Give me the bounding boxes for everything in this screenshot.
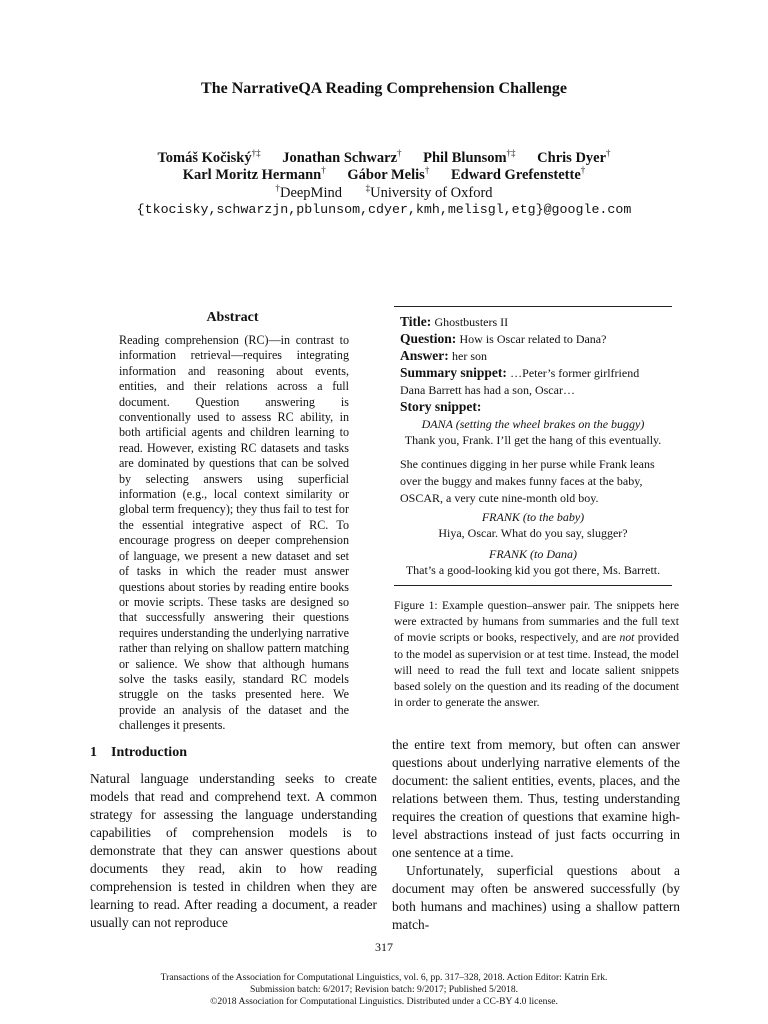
abstract-heading: Abstract <box>206 310 259 325</box>
abstract-text: Reading comprehension (RC)—in contrast to information retrieval—requires integrating information and reasoning about events, entities, and their relations across a full document. Question answering is conventionally used to assess RC ability, in both artificial agents and children learning to read. However, existing RC datasets and tasks are dominated by questions that can be solved by selecting answers using superficial information (e.g., local context similarity or global term frequency); they thus fail to test for the essential integrative aspect of RC. To encourage progress on deeper comprehension of language, we present a new dataset and set of tasks in which the reader must answer questions about stories by reading entire books or movie scripts. These tasks are designed so that successfully answering their questions requires understanding the underlying narrative rather than relying on shallow pattern matching or salience. We show that although humans solve the tasks easily, standard RC models struggle on the tasks presented here. We provide an analysis of the dataset and the challenges it presents. <box>119 333 349 733</box>
figure-story-label: Story snippet: <box>400 399 482 414</box>
introduction-text-left: Natural language understanding seeks to create models that read and comprehend text. A common strategy for assessing the language understanding capabilities of comprehension models is to demonstrate that they can answer questions about documents they read, akin to how reading comprehension is tested in children when they are learning to read. After reading a document, a reader usually can not reproduce <box>90 771 377 930</box>
author-emails: {tkocisky,schwarzjn,pblunsom,cdyer,kmh,melisgl,etg}@google.com <box>136 202 632 217</box>
author: Karl Moritz Hermann† <box>182 165 326 183</box>
footer-line: Transactions of the Association for Computational Linguistics, vol. 6, pp. 317–328, 2018. Action Editor: Katrin Erk. <box>160 972 608 983</box>
figure-answer-line: Answer: her son <box>400 348 487 363</box>
footer-line: ©2018 Association for Computational Linguistics. Distributed under a CC-BY 4.0 license. <box>210 996 558 1007</box>
author: Phil Blunsom†‡ <box>423 148 516 166</box>
figure-title-line: Title: Ghostbusters II <box>400 314 509 329</box>
section-title: Introduction <box>111 745 187 760</box>
page-number: 317 <box>375 940 393 954</box>
paragraph: Unfortunately, superficial questions about a document may often be answered successfully (by both humans and machines) using a shallow pattern match- <box>392 863 680 932</box>
footer-line: Submission batch: 6/2017; Revision batch: 9/2017; Published 5/2018. <box>249 984 519 995</box>
author: Gábor Melis† <box>347 165 430 183</box>
author: Jonathan Schwarz† <box>282 148 402 166</box>
author: Tomáš Kočiský†‡ <box>157 148 261 166</box>
affiliations <box>0 183 768 202</box>
dialogue-speaker: FRANK (to the baby) <box>481 510 585 524</box>
author-line-2 <box>0 165 768 184</box>
section-heading-introduction <box>90 745 187 761</box>
figure-summary-line-2: Dana Barrett has had a son, Oscar… <box>400 383 575 397</box>
affiliation: †DeepMind <box>275 183 342 201</box>
figure-summary-line: Summary snippet: …Peter’s former girlfriend <box>400 365 640 380</box>
figure-caption: Figure 1: Example question–answer pair. The snippets here were extracted by humans from summaries and the full text of movie scripts or books, respectively, and are not provided to the model as supervision or at test time. Instead, the model will need to read the full text and locate salient snippets based solely on the question and its reading of the document in order to generate the answer. <box>394 599 679 710</box>
figure-question-line: Question: How is Oscar related to Dana? <box>400 331 607 346</box>
dialogue-speaker: FRANK (to Dana) <box>489 547 577 561</box>
dialogue-line: Hiya, Oscar. What do you say, slugger? <box>438 526 628 540</box>
section-number: 1 <box>90 745 97 760</box>
paper-title: The NarrativeQA Reading Comprehension Challenge <box>201 80 567 97</box>
dialogue-narration: She continues digging in her purse while Frank leans over the buggy and makes funny faces at the baby, OSCAR, a very cute nine-month old boy. <box>400 457 655 505</box>
dialogue-line: Thank you, Frank. I’ll get the hang of this eventually. <box>404 433 662 447</box>
author-line-1 <box>0 148 768 167</box>
paragraph: the entire text from memory, but often can answer questions about underlying narrative elements of the document: the salient entities, events, places, and the relations between them. Thus, testing understanding requires the creation of questions that examine high-level abstractions instead of just facts occurring in one sentence at a time. <box>392 737 680 860</box>
author: Chris Dyer† <box>537 148 611 166</box>
author: Edward Grefenstette† <box>450 165 586 183</box>
introduction-text-right <box>392 736 680 934</box>
affiliation: ‡University of Oxford <box>365 183 493 201</box>
dialogue-line: That’s a good-looking kid you got there, Ms. Barrett. <box>405 563 661 577</box>
dialogue-speaker: DANA (setting the wheel brakes on the buggy) <box>421 417 645 431</box>
